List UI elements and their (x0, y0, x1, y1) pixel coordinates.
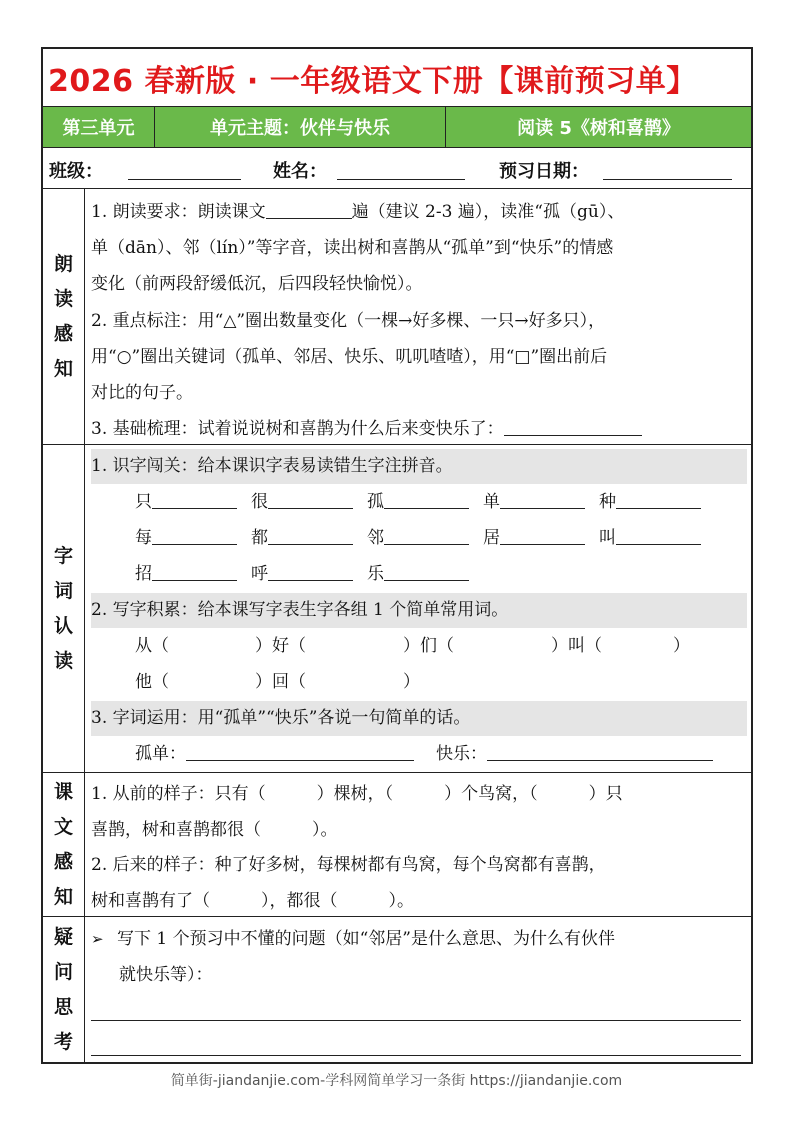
sentence-field[interactable] (487, 744, 713, 761)
unit-theme: 单元主题：伙伴与快乐 (155, 107, 446, 147)
word-row (135, 664, 747, 700)
char: 居 (483, 528, 500, 548)
date-label: 预习日期： (499, 161, 589, 182)
char: 邻 (367, 528, 384, 548)
pinyin-field[interactable] (152, 492, 237, 509)
char: 呼 (251, 564, 268, 584)
section-label: 字词认读 (53, 544, 73, 672)
pinyin-row (135, 520, 747, 556)
bullet-arrow-icon: ➢ (91, 930, 104, 948)
word-blank[interactable]: ）叫（ (551, 636, 602, 656)
section-label: 课文感知 (53, 780, 73, 908)
pinyin-field[interactable] (384, 564, 469, 581)
section-label-cell (43, 917, 85, 1062)
text-line: 1. 从前的样子：只有（ ）棵树，（ ）个鸟窝，（ ）只 (91, 784, 623, 804)
section-text (43, 773, 751, 917)
text-line: 树和喜鹊有了（ ），都很（ ）。 (91, 891, 414, 911)
sentence-row (135, 736, 747, 772)
text-line: 喜鹊，树和喜鹊都很（ ）。 (91, 820, 338, 840)
section-label-cell (43, 445, 85, 772)
section-label-cell (43, 773, 85, 916)
pinyin-row (135, 556, 747, 592)
pinyin-field[interactable] (616, 528, 701, 545)
char: 很 (251, 492, 268, 512)
pinyin-field[interactable] (268, 528, 353, 545)
text-line: 就快乐等）： (119, 965, 213, 985)
word-blank[interactable]: ）回（ (255, 672, 306, 692)
text-line: 单（dān）、邻（lín）”等字音，读出树和喜鹊从“孤单”到“快乐”的情感 (91, 238, 614, 258)
char: 种 (599, 492, 616, 512)
word-blank[interactable]: ）们（ (403, 636, 454, 656)
question-prompt: 写下 1 个预习中不懂的问题（如“邻居”是什么意思、为什么有伙伴 (116, 929, 615, 949)
answer-line-2[interactable] (91, 1055, 741, 1056)
text-line (91, 921, 747, 957)
text-line (91, 411, 747, 447)
bracket-close: ） (673, 636, 690, 656)
unit-label: 第三单元 (43, 107, 155, 147)
date-field[interactable] (603, 179, 732, 180)
class-label: 班级： (49, 161, 103, 182)
reading-req-text-b: 遍（建议 2-3 遍），读准“孤（gū）、 (351, 202, 625, 222)
pinyin-field[interactable] (152, 528, 237, 545)
bracket-close: ） (403, 672, 420, 692)
char: 每 (135, 528, 152, 548)
char: 只 (135, 492, 152, 512)
class-field[interactable] (128, 179, 241, 180)
text-line: 2. 重点标注：用“△”圈出数量变化（一棵→好多棵、一只→好多只）， (91, 311, 606, 331)
text-line (91, 194, 747, 230)
word-blank[interactable]: ）好（ (255, 636, 306, 656)
section-body (85, 445, 751, 772)
section-reading (43, 189, 751, 445)
use-label: 快乐： (436, 744, 487, 764)
reason-field[interactable] (504, 419, 642, 436)
use-label: 孤单： (135, 744, 186, 764)
sentence-field[interactable] (186, 744, 414, 761)
char: 乐 (367, 564, 384, 584)
task-title: 1. 识字闯关：给本课识字表易读错生字注拼音。 (91, 456, 453, 476)
section-body (85, 917, 751, 1062)
pinyin-row (135, 484, 747, 520)
section-questions (43, 917, 751, 1062)
reason-prompt: 3. 基础梳理：试着说说树和喜鹊为什么后来变快乐了： (91, 419, 504, 439)
unit-band (43, 107, 751, 148)
worksheet (41, 47, 753, 1064)
pinyin-field[interactable] (268, 492, 353, 509)
word-row (135, 628, 747, 664)
section-label: 朗读感知 (53, 252, 73, 380)
word-blank[interactable]: 他（ (135, 672, 169, 692)
times-field[interactable] (266, 202, 352, 219)
text-line: 变化（前两段舒缓低沉，后四段轻快愉悦）。 (91, 274, 423, 294)
char: 招 (135, 564, 152, 584)
reading-req-text: 1. 朗读要求：朗读课文 (91, 202, 266, 222)
section-words (43, 445, 751, 773)
name-label: 姓名： (273, 161, 327, 182)
text-line: 对比的句子。 (91, 383, 193, 403)
section-body (85, 773, 751, 916)
pinyin-field[interactable] (152, 564, 237, 581)
student-info-row (43, 148, 751, 189)
section-body (85, 189, 751, 444)
char: 单 (483, 492, 500, 512)
text-line: 用“○”圈出关键词（孤单、邻居、快乐、叽叽喳喳），用“□”圈出前后 (91, 347, 608, 367)
char: 孤 (367, 492, 384, 512)
pinyin-field[interactable] (384, 528, 469, 545)
pinyin-field[interactable] (268, 564, 353, 581)
task-title: 3. 字词运用：用“孤单”“快乐”各说一句简单的话。 (91, 708, 471, 728)
section-label-cell (43, 189, 85, 444)
pinyin-field[interactable] (384, 492, 469, 509)
task-title: 2. 写字积累：给本课写字表生字各组 1 个简单常用词。 (91, 600, 509, 620)
char: 都 (251, 528, 268, 548)
page-footer: 简单街-jiandanjie.com-学科网简单学习一条街 https://jiandanjie.com (170, 1073, 623, 1089)
char: 叫 (599, 528, 616, 548)
page-title: 2026 春新版 · 一年级语文下册【课前预习单】 (48, 63, 697, 99)
name-field[interactable] (337, 179, 465, 180)
pinyin-field[interactable] (616, 492, 701, 509)
lesson-title: 阅读 5《树和喜鹊》 (517, 118, 680, 139)
pinyin-field[interactable] (500, 528, 585, 545)
section-label: 疑问思考 (53, 925, 73, 1053)
answer-line-1[interactable] (91, 1020, 741, 1021)
title-row (43, 49, 751, 107)
pinyin-field[interactable] (500, 492, 585, 509)
text-line: 2. 后来的样子：种了好多树，每棵树都有鸟窝，每个鸟窝都有喜鹊， (91, 855, 606, 875)
word-blank[interactable]: 从（ (135, 636, 169, 656)
